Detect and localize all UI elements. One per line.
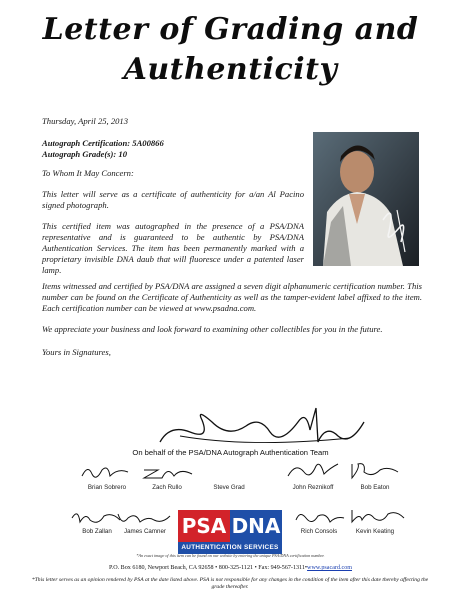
signer-name: Bob Eaton (360, 484, 390, 491)
signer-name: Kevin Keating (355, 528, 395, 535)
address-text: P.O. Box 6180, Newport Beach, CA 92658 • 800-325-1121 • Fax: 949-567-1311• (108, 565, 308, 571)
certification-line (42, 138, 304, 149)
grade-label: Autograph Grade(s): (42, 149, 117, 159)
grade-line (42, 149, 304, 160)
paragraph-2: This certified item was autographed in the presence of a PSA/DNA representative and is guaranteed to be authentic by PSA/DNA Authentication Services. The item has been permanently marked with a proprietary invisible DNA daub that will fluoresce under a patented laser lamp. (42, 221, 304, 275)
signer-name: Zach Rullo (152, 484, 182, 491)
signature-rullo-icon (140, 462, 196, 482)
signer-name: John Reznikoff (292, 484, 334, 491)
paragraph-4: We appreciate your business and look forward to examining other collectibles for you in the future. (42, 324, 383, 334)
certification-label: Autograph Certification: (42, 138, 131, 148)
signature-reznikoff-icon (284, 458, 340, 482)
signature-eaton-icon (346, 460, 402, 482)
document-title-line1: Letter of Grading and (42, 12, 419, 47)
exact-image-note: *An exact image of this item can be found on our website by entering the unique PSA/DNA certification number. (136, 553, 325, 558)
website-link[interactable]: www.psacard.com (307, 565, 352, 571)
signature-sobrero-icon (78, 462, 134, 482)
salutation: To Whom It May Concern: (42, 168, 134, 178)
team-line: On behalf of the PSA/DNA Autograph Authentication Team (132, 448, 329, 457)
certification-value: 5A00866 (132, 138, 164, 148)
signature-camner-icon (114, 508, 174, 528)
logo-subtitle: AUTHENTICATION SERVICES (178, 542, 282, 554)
grade-value: 10 (118, 149, 127, 159)
paragraph-1: This letter will serve as a certificate of authenticity for a/an Al Pacino signed photograph. (42, 189, 304, 210)
signer-name: Rich Consols (300, 528, 338, 535)
signed-photo (313, 132, 419, 266)
signature-consols-icon (290, 508, 346, 528)
logo-top (178, 510, 282, 542)
signature-keating-icon (346, 506, 406, 528)
logo-dna: DNA (230, 510, 282, 542)
signer-name: James Camner (124, 528, 166, 535)
signer-name: Brian Sobrero (87, 484, 127, 491)
signer-name: Bob Zallan (82, 528, 112, 535)
closing-line: Yours in Signatures, (42, 347, 111, 357)
disclaimer: *This letter serves as an opinion rendered by PSA at the date listed above. PSA is not responsible for any changes in the condition of the item after this date thereby affecting the grade thereafter. (31, 577, 429, 590)
psa-dna-logo (178, 510, 282, 554)
lead-signature-icon (150, 402, 380, 452)
letter-date: Thursday, April 25, 2013 (42, 116, 129, 126)
signer-name: Steve Grad (213, 484, 245, 491)
document-title-line2: Authenticity (123, 52, 338, 87)
paragraph-3: Items witnessed and certified by PSA/DNA are assigned a seven digit alphanumeric certification number. This number can be found on the Certificate of Authenticity as well as the tamper-evident label affixed to the item. Each certification number can be viewed at www.psadna.com. (42, 281, 422, 313)
address-line (0, 565, 461, 571)
logo-psa: PSA (178, 510, 230, 542)
